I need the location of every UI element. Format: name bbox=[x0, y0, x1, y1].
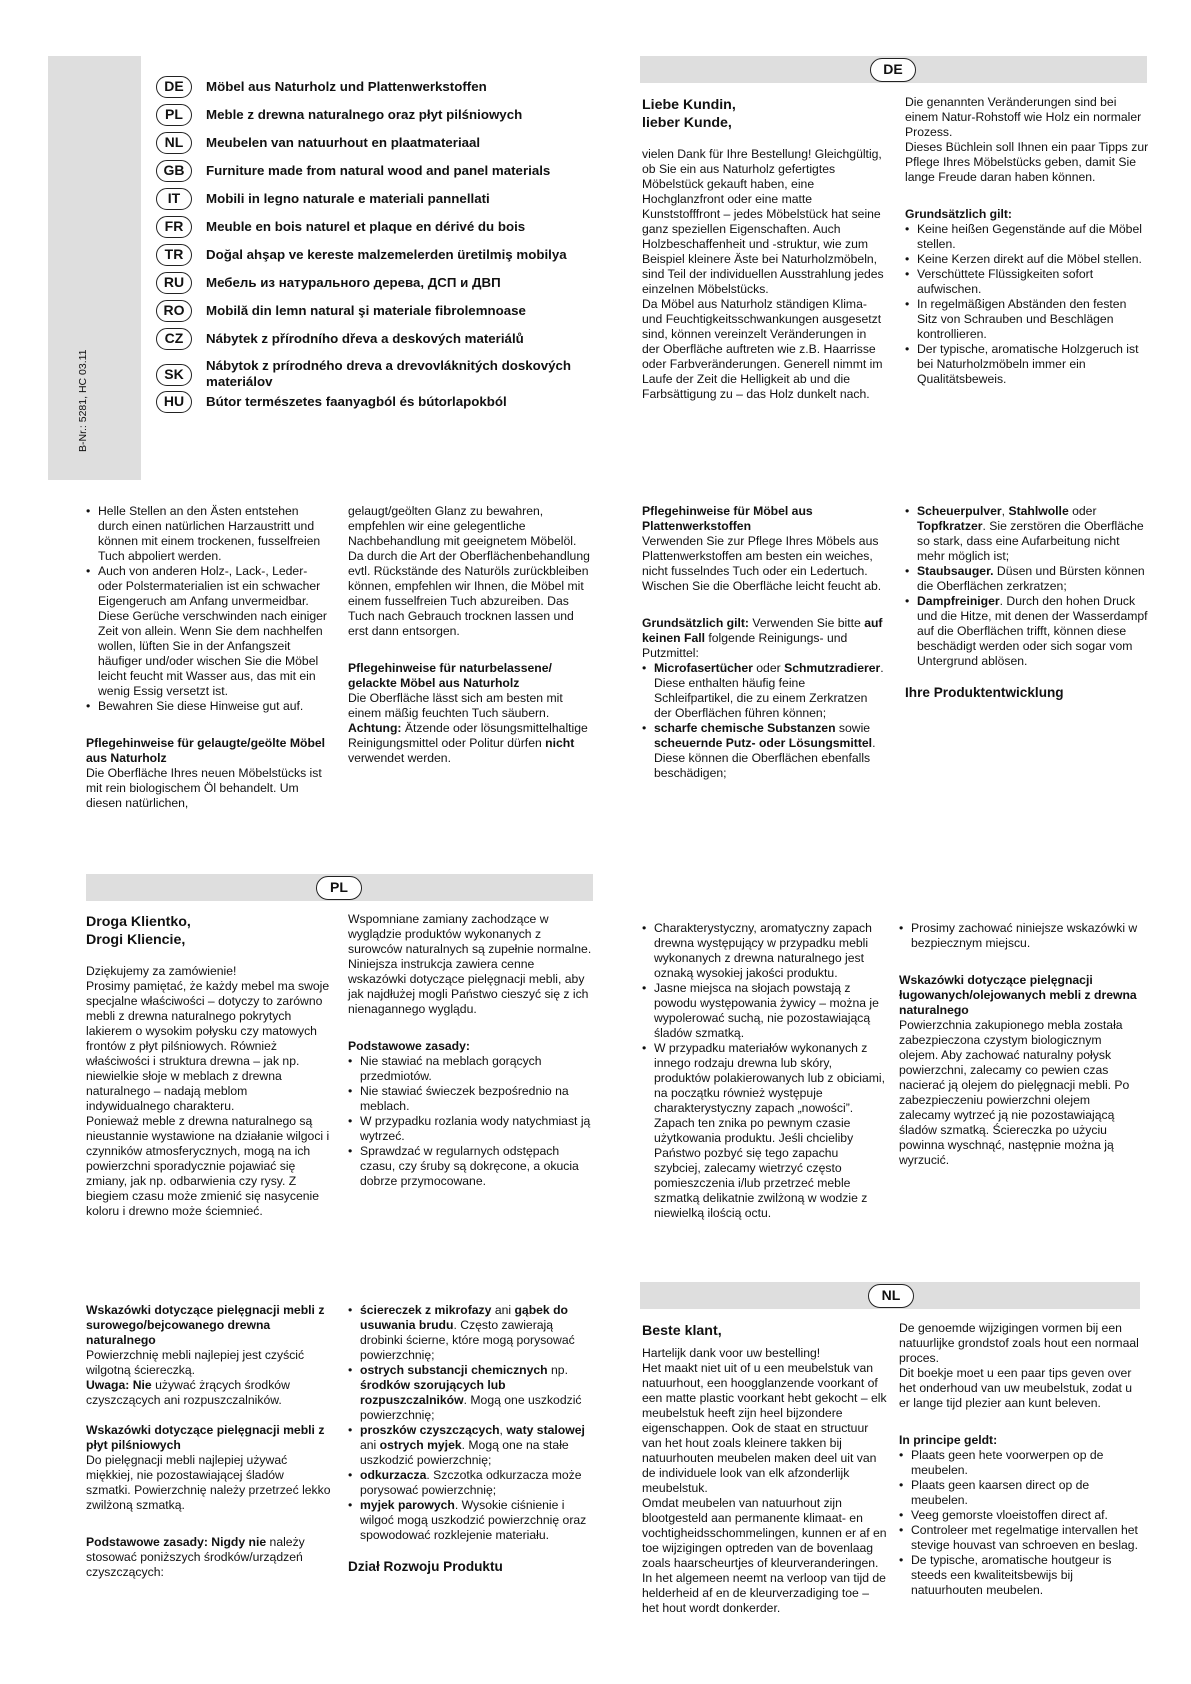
de-intro-column bbox=[642, 96, 887, 402]
de-intro: Da Möbel aus Naturholz ständigen Klima- und Feuchtigkeitsschwankungen ausgesetzt sind, können vereinzelt Veränderungen in der Oberfläche auftreten wie z.B. Haarrisse oder Farbveränderungen. Generell nimmt im Laufe der Zeit die Helligkeit ab und die Farbsättigung zu – das Holz dunkelt nach. bbox=[642, 297, 883, 401]
pl-basics-column bbox=[348, 912, 593, 1189]
de-greeting: Liebe Kundin, bbox=[642, 97, 736, 113]
nl-basics-list bbox=[899, 1448, 1144, 1598]
item-text: . Durch den hohen Druck und die Hitze, mit denen der Wasserdampf auf die Oberflächen trifft, können diese beschädigt werden oder sich sogar vom Untergrund ablösen. bbox=[917, 594, 1148, 668]
article-code: B-Nr.: 5281, HC 03.11 bbox=[77, 349, 89, 452]
de-text: Dieses Büchlein soll Ihnen ein paar Tipps zur Pflege Ihres Möbelstücks geben, damit Sie lange Freude daran haben können. bbox=[905, 140, 1149, 184]
pl-panel-title: Wskazówki dotyczące pielęgnacji mebli z płyt pilśniowych bbox=[86, 1423, 325, 1452]
pl-basics-title: Podstawowe zasady: bbox=[348, 1039, 470, 1053]
warning-text: używać żrących środków czyszczących ani rozpuszczalników. bbox=[86, 1378, 290, 1407]
de-panel-list bbox=[642, 661, 887, 781]
de-basics-title: Grundsätzlich gilt: bbox=[905, 207, 1012, 221]
nl-basics-title: In principe geldt: bbox=[899, 1433, 998, 1447]
de-badge: DE bbox=[870, 58, 916, 82]
list-item: • Plaats geen hete voorwerpen op de meubelen. bbox=[899, 1448, 1144, 1478]
pl-greeting: Droga Klientko, bbox=[86, 914, 191, 930]
list-item bbox=[348, 1468, 593, 1498]
list-item: • W przypadku materiałów wykonanych z innego rodzaju drewna lub skóry, produktów polakierowanych lub z obiciami, na początku również występuje charakterystyczny zapach „nowości”. Zapach ten znika po pewnym czasie użytkowania produktu. Jeśli chcieliby Państwo pozbyć się tego zapachu szybciej, zalecamy wietrzyć często pomieszczenia i/lub przetrzeć meble szmatką delikatnie zwilżoną w wodzie z niewielką ilością octu. bbox=[642, 1041, 887, 1221]
pl-raw-column bbox=[86, 1303, 331, 1580]
list-item: • Bewahren Sie diese Hinweise gut auf. bbox=[86, 699, 331, 714]
language-badge: RU bbox=[156, 272, 192, 294]
item-emphasis: odkurzacza bbox=[360, 1468, 427, 1482]
warning-label: Uwaga: Nie bbox=[86, 1378, 152, 1392]
list-item: • Nie stawiać na meblach gorących przedmiotów. bbox=[348, 1054, 593, 1084]
de-natural-text: Die Oberfläche lässt sich am besten mit einem mäßig feuchten Tuch säubern. bbox=[348, 691, 563, 720]
language-title: Meuble en bois naturel et plaque en dérivé du bois bbox=[206, 219, 526, 234]
basic-emphasis: auf keinen Fall bbox=[642, 616, 883, 645]
list-item bbox=[905, 504, 1150, 564]
item-emphasis: ostrych substancji chemicznych bbox=[360, 1363, 548, 1377]
language-title: Meble z drewna naturalnego oraz płyt pilśniowych bbox=[206, 107, 523, 122]
list-item: • Charakterystyczny, aromatyczny zapach drewna występujący w przypadku mebli wykonanych z drewna naturalnego jest oznaką wysokiej jakości produktu. bbox=[642, 921, 887, 981]
pl-raw-warning bbox=[86, 1378, 331, 1408]
language-item bbox=[156, 187, 490, 211]
pl-tips-list bbox=[642, 921, 887, 1221]
warning-emphasis: nicht bbox=[545, 736, 575, 750]
item-emphasis: Staubsauger. bbox=[917, 564, 994, 578]
language-item bbox=[156, 103, 522, 127]
de-oiled-text: gelaugt/geölten Glanz zu bewahren, empfehlen wir eine gelegentliche Nachbehandlung mit geeignetem Möbelöl. Da durch die Art der Oberflächenbehandlung evtl. Rückstände des Naturöls zurückbleiben können, empfehlen wir Ihnen, die Möbel mit einem fusselfreien Tuch abzureiben. Das Tuch nach Gebrauch trocknen lassen und erst dann entsorgen. bbox=[348, 504, 590, 638]
de-oiled-column bbox=[348, 504, 593, 766]
pl-oiled-column bbox=[899, 921, 1144, 1168]
list-item: • Sprawdzać w regularnych odstępach czasu, czy śruby są dokręcone, a okucia dobrze przymocowane. bbox=[348, 1144, 593, 1189]
item-text: . Diese enthalten häufig feine Schleifpartikel, die zu einem Zerkratzen der Oberflächen führen können; bbox=[654, 661, 884, 720]
list-item bbox=[905, 564, 1150, 594]
list-item: • Veeg gemorste vloeistoffen direct af. bbox=[899, 1508, 1144, 1523]
nl-header-bar bbox=[640, 1282, 1140, 1309]
language-title: Möbel aus Naturholz und Plattenwerkstoffen bbox=[206, 79, 487, 94]
warning-text: verwendet werden. bbox=[348, 751, 451, 765]
language-item bbox=[156, 75, 487, 99]
item-emphasis: ostrych myjek bbox=[379, 1438, 462, 1452]
nl-intro: Omdat meubelen van natuurhout zijn blootgesteld aan permanente klimaat- en vochtigheidsschommelingen, kunnen er af en toe wijzigingen optreden van de bovenlaag zoals haarscheurtjes of kleurveranderingen. In het algemeen neemt na verloop van tijd de helderheid af en de kleurverzadiging toe – het hout wordt donkerder. bbox=[642, 1496, 887, 1615]
item-text: . Mogą one na stałe uszkodzić powierzchnię; bbox=[360, 1438, 569, 1467]
language-item bbox=[156, 299, 526, 323]
de-panel-basic bbox=[642, 616, 887, 661]
sidebar-strip bbox=[48, 56, 141, 480]
item-emphasis: scharfe chemische Substanzen bbox=[654, 721, 836, 735]
de-header-bar bbox=[640, 56, 1147, 83]
language-item bbox=[156, 159, 550, 183]
pl-intro-column bbox=[86, 913, 331, 1219]
warning-text: Ätzende oder lösungsmittelhaltige Reinigungsmittel oder Politur dürfen bbox=[348, 721, 588, 750]
item-text: oder bbox=[1068, 504, 1097, 518]
de-natural-title: Pflegehinweise für naturbelassene/ gelackte Möbel aus Naturholz bbox=[348, 661, 552, 690]
language-item bbox=[156, 327, 524, 351]
language-badge: FR bbox=[156, 216, 192, 238]
language-badge: SK bbox=[156, 364, 192, 386]
list-item bbox=[348, 1363, 593, 1423]
pl-intro: Prosimy pamiętać, że każdy mebel ma swoje specjalne właściwości – dotyczy to zarówno mebli z drewna naturalnego pokrytych lakierem o wysokim połysku czy matowych frontów z płyt pilśniowych. Również właściwości i struktura drewna – jak np. niewielkie słoje w meblach z drewna naturalnego – nadają meblom indywidualnego charakteru. bbox=[86, 979, 330, 1113]
list-item: • Verschüttete Flüssigkeiten sofort aufwischen. bbox=[905, 267, 1150, 297]
language-title: Мебель из натурального дерева, ДСП и ДВП bbox=[206, 275, 501, 290]
item-text: , bbox=[1001, 504, 1009, 518]
language-title: Doğal ahşap ve kereste malzemelerden üretilmiş mobilya bbox=[206, 247, 567, 262]
list-item: • De typische, aromatische houtgeur is steeds een kwaliteitsbewijs bij natuurhouten meubelen. bbox=[899, 1553, 1144, 1598]
language-item bbox=[156, 243, 567, 267]
de-panel-text: Verwenden Sie zur Pflege Ihres Möbels aus Plattenwerkstoffen am besten ein weiches, nicht fusselndes Tuch oder ein Ledertuch. Wischen Sie die Oberfläche leicht feucht ab. bbox=[642, 534, 882, 593]
language-badge: GB bbox=[156, 160, 192, 182]
de-panel-title: Pflegehinweise für Möbel aus Plattenwerkstoffen bbox=[642, 504, 813, 533]
item-emphasis: gąbek do usuwania brudu bbox=[360, 1303, 568, 1332]
de-tips-list bbox=[86, 504, 331, 714]
nl-badge: NL bbox=[868, 1284, 914, 1308]
nl-intro: Hartelijk dank voor uw bestelling! bbox=[642, 1346, 821, 1360]
de-basics-list bbox=[905, 222, 1150, 387]
de-text: Die genannten Veränderungen sind bei einem Natur-Rohstoff wie Holz ein normaler Prozess. bbox=[905, 95, 1142, 139]
de-panel-column bbox=[642, 504, 887, 781]
language-title: Nábytok z prírodného dreva a drevovláknitých doskových materiálov bbox=[206, 358, 572, 389]
list-item: • Prosimy zachować niniejsze wskazówki w bezpiecznym miejscu. bbox=[899, 921, 1144, 951]
language-title: Nábytek z přírodního dřeva a deskových materiálů bbox=[206, 331, 524, 346]
pl-signoff: Dział Rozwoju Produktu bbox=[348, 1559, 503, 1574]
de-natural-warning bbox=[348, 721, 593, 766]
pl-oiled-title: Wskazówki dotyczące pielęgnacji ługowanych/olejowanych mebli z drewna naturalnego bbox=[899, 973, 1137, 1017]
language-badge: PL bbox=[156, 104, 192, 126]
item-emphasis: waty stalowej bbox=[506, 1423, 585, 1437]
language-item bbox=[156, 215, 525, 239]
list-item bbox=[348, 1423, 593, 1468]
language-badge: IT bbox=[156, 188, 192, 210]
list-item bbox=[642, 721, 887, 781]
basic-text: Verwenden Sie bitte bbox=[752, 616, 861, 630]
de-panel-column-2 bbox=[905, 504, 1150, 702]
de-oiled-text: Die Oberfläche Ihres neuen Möbelstücks ist mit rein biologischem Öl behandelt. Um diesen natürlichen, bbox=[86, 766, 322, 810]
basic-text: należy stosować poniższych środków/urządzeń czyszczących: bbox=[86, 1535, 305, 1579]
item-text: ani bbox=[360, 1438, 380, 1452]
language-title: Mobilă din lemn natural şi materiale fibrolemnoase bbox=[206, 303, 526, 318]
item-emphasis: Topfkratzer bbox=[917, 519, 983, 533]
pl-intro: Ponieważ meble z drewna naturalnego są nieustannie wystawione na działanie wilgoci i czynników atmosferycznych, mogą na ich powierzchni sporadycznie pojawiać się zmiany, jak np. odbarwienia czy rysy. Z biegiem czasu może zmienić się nasycenie koloru i drewno może ściemnieć. bbox=[86, 1114, 330, 1218]
language-badge: RO bbox=[156, 300, 192, 322]
item-emphasis: scheuernde Putz- oder Lösungsmittel bbox=[654, 736, 873, 750]
nl-text: Dit boekje moet u een paar tips geven over het onderhoud van uw meubelstuk, zodat u er lange tijd plezier aan kunt beleven. bbox=[899, 1366, 1133, 1410]
language-badge: CZ bbox=[156, 328, 192, 350]
item-emphasis: proszków czyszczących bbox=[360, 1423, 500, 1437]
language-badge: TR bbox=[156, 244, 192, 266]
language-badge: NL bbox=[156, 132, 192, 154]
list-item: • Der typische, aromatische Holzgeruch ist bei Naturholzmöbeln immer ein Qualitätsbeweis. bbox=[905, 342, 1150, 387]
item-text: . Wysokie ciśnienie i wilgoć mogą uszkodzić powierzchnię oraz spowodować rozklejenie materiału. bbox=[360, 1498, 587, 1542]
language-title: Mobili in legno naturale e materiali pannellati bbox=[206, 191, 490, 206]
item-text: oder bbox=[752, 661, 785, 675]
item-emphasis: środków szorujących lub rozpuszczalników bbox=[360, 1378, 506, 1407]
pl-panel-text: Do pielęgnacji mebli najlepiej używać miękkiej, nie pozostawiającej śladów szmatki. Powierzchnię należy przetrzeć lekko zwilżoną szmatką. bbox=[86, 1453, 331, 1512]
pl-panel-list bbox=[348, 1303, 593, 1543]
item-text: Düsen und Bürsten können die Oberflächen zerkratzen; bbox=[917, 564, 1145, 593]
pl-oiled-text: Powierzchnia zakupionego mebla została zabezpieczona czystym biologicznym olejem. Aby zachować naturalny połysk powierzchni, zalecamy co pewien czas nacierać ją olejem do pielęgnacji mebli. Po zabezpieczeniu powierzchni olejem zalecamy wytrzeć ją nie pozostawiającą śladów szmatką. Ściereczka po użyciu powinna wyschnąć, następnie można ją wyrzucić. bbox=[899, 1018, 1130, 1167]
de-oiled-title: Pflegehinweise für gelaugte/geölte Möbel aus Naturholz bbox=[86, 736, 326, 765]
pl-intro: Dziękujemy za zamówienie! bbox=[86, 964, 237, 978]
pl-header-bar bbox=[86, 874, 593, 901]
de-basics-column bbox=[905, 95, 1150, 387]
de-intro: vielen Dank für Ihre Bestellung! Gleichgültig, ob Sie ein aus Naturholz gefertigtes Möbelstück gekauft haben, eine Hochglanzfront oder eine matte Kunststofffront – jedes Möbelstück hat seine ganz speziellen Eigenschaften. Auch Holzbeschaffenheit und -struktur, wie zum Beispiel kleinere Äste bei Naturholzmöbeln, sind Teil der individuellen Ausstrahlung jedes einzelnen Möbelstücks. bbox=[642, 147, 884, 296]
nl-text: De genoemde wijzigingen vormen bij een natuurlijke grondstof zoals hout een normaal proces. bbox=[899, 1321, 1139, 1365]
pl-tips-column bbox=[642, 921, 887, 1221]
language-title: Meubelen van natuurhout en plaatmateriaal bbox=[206, 135, 481, 150]
pl-basics-list bbox=[348, 1054, 593, 1189]
list-item: • Keine Kerzen direkt auf die Möbel stellen. bbox=[905, 252, 1150, 267]
language-title: Furniture made from natural wood and panel materials bbox=[206, 163, 551, 178]
language-item bbox=[156, 358, 626, 392]
item-text: np. bbox=[547, 1363, 568, 1377]
item-emphasis: Schmutzradierer bbox=[784, 661, 881, 675]
de-signoff: Ihre Produktentwicklung bbox=[905, 685, 1064, 700]
item-text: sowie bbox=[835, 721, 871, 735]
list-item: • Plaats geen kaarsen direct op de meubelen. bbox=[899, 1478, 1144, 1508]
de-panel-list-2 bbox=[905, 504, 1150, 669]
pl-panel-column bbox=[348, 1303, 593, 1576]
list-item bbox=[642, 661, 887, 721]
list-item bbox=[348, 1498, 593, 1543]
pl-text: Niniejsza instrukcja zawiera cenne wskazówki dotyczące pielęgnacji mebli, aby jak najdłużej mogli Państwo cieszyć się z ich nienagannego wyglądu. bbox=[348, 957, 589, 1016]
basic-label: Grundsätzlich gilt: bbox=[642, 616, 749, 630]
list-item: • Keine heißen Gegenstände auf die Möbel stellen. bbox=[905, 222, 1150, 252]
language-badge: HU bbox=[156, 391, 192, 413]
nl-basics-column bbox=[899, 1321, 1144, 1598]
item-emphasis: ściereczek z mikrofazy bbox=[360, 1303, 492, 1317]
list-item: • Controleer met regelmatige intervallen het stevige houvast van schroeven en beslag. bbox=[899, 1523, 1144, 1553]
pl-greeting: Drogi Kliencie, bbox=[86, 932, 186, 948]
language-item bbox=[156, 131, 480, 155]
de-tips-column bbox=[86, 504, 331, 811]
pl-tips-list-2 bbox=[899, 921, 1144, 951]
item-emphasis: myjek parowych bbox=[360, 1498, 455, 1512]
warning-label: Achtung: bbox=[348, 721, 402, 735]
item-text: . Mogą one uszkodzić powierzchnię; bbox=[360, 1393, 582, 1422]
list-item: • In regelmäßigen Abständen den festen Sitz von Schrauben und Beschlägen kontrollieren. bbox=[905, 297, 1150, 342]
list-item: • W przypadku rozlania wody natychmiast ją wytrzeć. bbox=[348, 1114, 593, 1144]
pl-badge: PL bbox=[316, 876, 362, 900]
list-item bbox=[905, 594, 1150, 669]
list-item: • Jasne miejsca na słojach powstają z powodu występowania żywicy – można je wypolerować suchą, nie pozostawiającą śladów szmatką. bbox=[642, 981, 887, 1041]
pl-raw-title: Wskazówki dotyczące pielęgnacji mebli z surowego/bejcowanego drewna naturalnego bbox=[86, 1303, 325, 1347]
item-emphasis: Stahlwolle bbox=[1008, 504, 1069, 518]
language-title: Bútor természetes faanyagból és bútorlapokból bbox=[206, 394, 507, 409]
item-emphasis: Dampfreiniger bbox=[917, 594, 1000, 608]
list-item: • Auch von anderen Holz-, Lack-, Leder- oder Polstermaterialien ist ein schwacher Eigengeruch am Anfang unvermeidbar. Diese Gerüche verschwinden nach einiger Zeit von allein. Wenn Sie dem nachhelfen wollen, lüften Sie in der Anfangszeit häufiger und/oder wischen Sie die Möbel leicht feucht mit Wasser aus, das mit ein wenig Essig versetzt ist. bbox=[86, 564, 331, 699]
nl-greeting: Beste klant, bbox=[642, 1323, 722, 1339]
item-text: . Sie zerstören die Oberfläche so stark, dass eine Aufarbeitung nicht mehr möglich ist; bbox=[917, 519, 1144, 563]
item-text: . Szczotka odkurzacza może porysować powierzchnię; bbox=[360, 1468, 582, 1497]
language-item bbox=[156, 390, 507, 414]
language-badge: DE bbox=[156, 76, 192, 98]
item-text: , bbox=[499, 1423, 507, 1437]
item-text: . Diese können die Oberflächen ebenfalls beschädigen; bbox=[654, 736, 876, 780]
item-emphasis: Scheuerpulver bbox=[917, 504, 1002, 518]
item-emphasis: Microfasertücher bbox=[654, 661, 753, 675]
item-text: . Często zawierają drobinki ścierne, które mogą porysować powierzchnię; bbox=[360, 1318, 575, 1362]
basic-text: folgende Reinigungs- und Putzmittel: bbox=[642, 631, 848, 660]
item-text: ani bbox=[491, 1303, 515, 1317]
list-item: • Helle Stellen an den Ästen entstehen durch einen natürlichen Harzaustritt und können mit einem trockenen, fusselfreien Tuch abpoliert werden. bbox=[86, 504, 331, 564]
nl-intro-column bbox=[642, 1322, 887, 1616]
list-item bbox=[348, 1303, 593, 1363]
list-item: • Nie stawiać świeczek bezpośrednio na meblach. bbox=[348, 1084, 593, 1114]
basic-label: Podstawowe zasady: Nigdy nie bbox=[86, 1535, 267, 1549]
de-greeting: lieber Kunde, bbox=[642, 115, 732, 131]
nl-intro: Het maakt niet uit of u een meubelstuk van natuurhout, een hoogglanzende voorkant of een matte plastic voorkant hebt gekocht – elk meubelstuk heeft zijn heel bijzondere eigenschappen. Ook de staat en structuur van het hout zoals kleinere takken bij natuurhouten meubelen maken deel uit van de individuele look van elk afzonderlijk meubelstuk. bbox=[642, 1361, 887, 1495]
pl-text: Wspomniane zamiany zachodzące w wyglądzie produktów wykonanych z surowców naturalnych są zupełnie normalne. bbox=[348, 912, 592, 956]
pl-raw-text: Powierzchnię mebli najlepiej jest czyścić wilgotną ściereczką. bbox=[86, 1348, 305, 1377]
language-item bbox=[156, 271, 501, 295]
pl-panel-basic bbox=[86, 1535, 331, 1580]
